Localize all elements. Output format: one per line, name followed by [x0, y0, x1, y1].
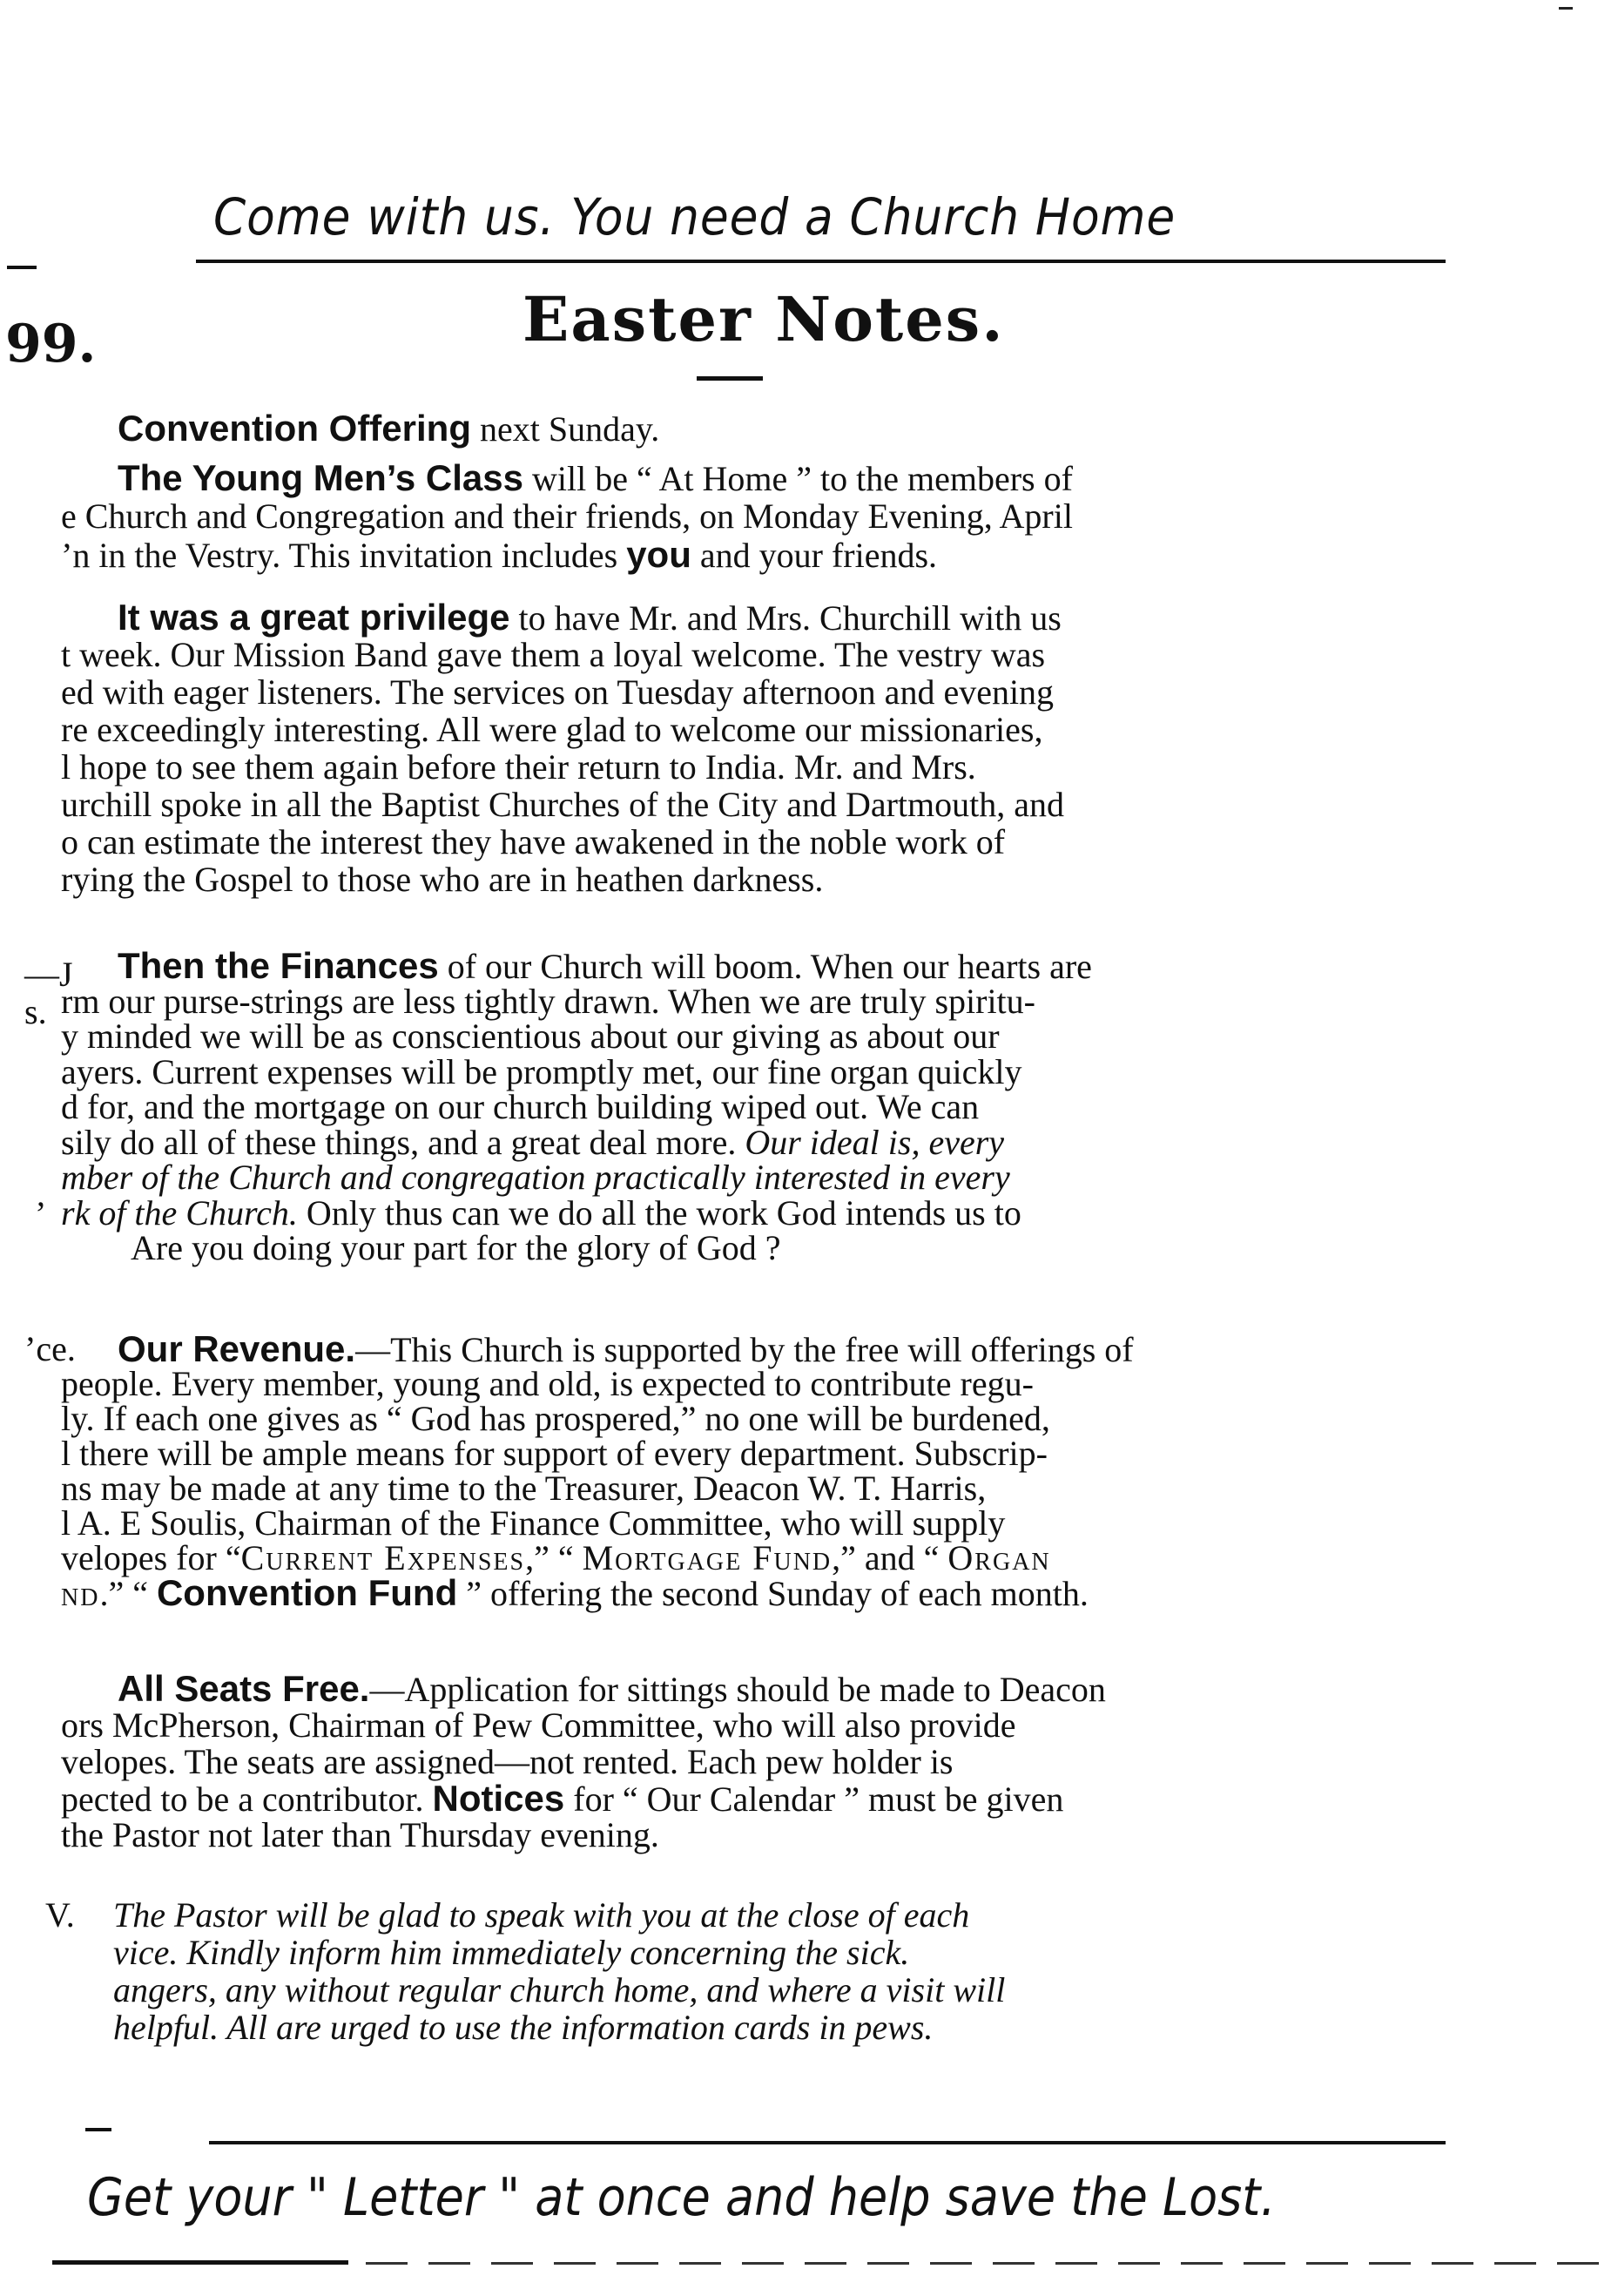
text-line [61, 1741, 954, 1782]
footer-rule [209, 2141, 1446, 2144]
italic-text: mber of the Church and congregation practically interested in every [61, 1158, 1010, 1197]
text-run: urchill spoke in all the Baptist Churches of the City and Dartmouth, and [61, 785, 1065, 824]
bottom-rule [52, 2260, 348, 2265]
text-line [61, 784, 1064, 825]
text-line [61, 746, 976, 787]
text-run: rying the Gospel to those who are in heathen darkness. [61, 860, 824, 899]
bold-text: Notices [432, 1778, 565, 1819]
text-line [61, 821, 1005, 862]
text-run: rm our purse-strings are less tightly drawn. When we are truly spiritu- [61, 981, 1035, 1021]
text-run: of our Church will boom. When our hearts are [438, 947, 1092, 986]
text-line [61, 859, 823, 900]
small-caps-text: Current Expenses [240, 1538, 526, 1577]
text-line [113, 1894, 969, 1935]
text-run: next Sunday. [470, 409, 660, 449]
text-run: ly. If each one gives as “ God has prospered,” no one will be burdened, [61, 1399, 1050, 1438]
text-run: to have Mr. and Mrs. Churchill with us [509, 598, 1062, 638]
text-run: Are you doing your part for the glory of God ? [131, 1228, 781, 1267]
small-caps-text: Mortgage Fund [582, 1538, 833, 1577]
text-line [61, 1705, 1016, 1746]
text-run: pected to be a contributor. [61, 1779, 433, 1819]
text-run: e Church and Congregation and their friends, on Monday Evening, April [61, 496, 1073, 536]
text-run: sily do all of these things, and a great deal more. [61, 1122, 745, 1162]
text-line [61, 1572, 1089, 1614]
text-line [113, 1932, 909, 1973]
text-run: velopes for “ [61, 1538, 241, 1577]
text-run: will be “ At Home ” to the members of [522, 459, 1073, 498]
text-run: velopes. The seats are assigned—not rented. Each pew holder is [61, 1742, 954, 1781]
page-number: 99. [5, 314, 97, 375]
text-run: Only thus can we do all the work God intends us to [297, 1192, 1021, 1232]
text-line [61, 1778, 1063, 1820]
margin-note: ’ce. [24, 1329, 76, 1368]
text-line [118, 597, 1062, 638]
paragraph-lead: Convention Offering [118, 408, 471, 449]
text-run: l A. E Soulis, Chairman of the Finance Committee, who will supply [61, 1503, 1006, 1543]
text-line [113, 1969, 1005, 2010]
margin-dash [85, 2128, 111, 2131]
text-line [61, 709, 1042, 750]
text-run: ayers. Current expenses will be promptly met, our fine organ quickly [61, 1051, 1022, 1091]
corner-mark [1559, 7, 1573, 10]
header-slogan: Come with us. You need a Church Home [213, 187, 1176, 246]
text-line [61, 634, 1045, 675]
text-run: the Pastor not later than Thursday evening. [61, 1815, 659, 1854]
text-line [61, 1814, 659, 1855]
bold-text: you [626, 534, 691, 575]
title-dash [697, 376, 763, 381]
text-line [131, 1227, 780, 1268]
paragraph-lead: The Young Men’s Class [118, 457, 523, 498]
text-run: for “ Our Calendar ” must be given [564, 1779, 1064, 1819]
text-run: ,” “ [525, 1538, 583, 1577]
italic-text: helpful. All are urged to use the information cards in pews. [113, 2008, 934, 2047]
bottom-dashed-rule [366, 2262, 1602, 2265]
text-run: t week. Our Mission Band gave them a loyal welcome. The vestry was [61, 635, 1046, 674]
margin-note: ’ [35, 1194, 47, 1233]
text-run: —Application for sittings should be made to Deacon [369, 1670, 1106, 1709]
header-rule [196, 260, 1446, 263]
italic-text: vice. Kindly inform him immediately concerning the sick. [113, 1933, 910, 1972]
text-line [118, 408, 659, 449]
paragraph-lead: Our Revenue. [118, 1328, 356, 1369]
small-caps-text: Organ [947, 1538, 1051, 1577]
text-line [61, 534, 937, 576]
italic-text: Our ideal is, every [745, 1122, 1005, 1162]
text-line [113, 2007, 933, 2048]
text-run: ors McPherson, Chairman of Pew Committee, who will also provide [61, 1705, 1016, 1745]
margin-note: V. [45, 1895, 75, 1935]
text-run: people. Every member, young and old, is expected to contribute regu- [61, 1364, 1034, 1403]
text-run: y minded we will be as conscientious about our giving as about our [61, 1016, 1000, 1056]
text-run: ,” and “ [832, 1538, 948, 1577]
text-run: ” offering the second Sunday of each month. [457, 1574, 1089, 1613]
text-run: o can estimate the interest they have awakened in the noble work of [61, 822, 1006, 861]
margin-note: —J [24, 955, 73, 994]
paragraph-lead: All Seats Free. [118, 1668, 370, 1709]
text-run: —This Church is supported by the free will offerings of [355, 1330, 1134, 1369]
text-run: ’n in the Vestry. This invitation includes [61, 536, 627, 575]
italic-text: angers, any without regular church home, and where a visit will [113, 1970, 1006, 2009]
text-run: l there will be ample means for support of every department. Subscrip- [61, 1434, 1048, 1473]
italic-text: rk of the Church. [61, 1192, 298, 1232]
margin-note: s. [24, 992, 47, 1031]
margin-dash [7, 266, 37, 269]
text-run: .” “ [99, 1574, 157, 1613]
footer-slogan: Get your " Letter " at once and help save the Lost. [87, 2167, 1276, 2228]
italic-text: The Pastor will be glad to speak with you at the close of each [113, 1895, 970, 1935]
text-run: and your friends. [691, 536, 938, 575]
paragraph-lead: It was a great privilege [118, 597, 510, 638]
text-line [61, 672, 1054, 712]
small-caps-text: nd [61, 1574, 100, 1613]
bold-text: Convention Fund [156, 1572, 458, 1613]
text-run: l hope to see them again before their return to India. Mr. and Mrs. [61, 747, 976, 787]
text-line [61, 496, 1073, 537]
text-run: re exceedingly interesting. All were glad to welcome our missionaries, [61, 710, 1043, 749]
text-line [118, 457, 1073, 499]
page-title: Easter Notes. [522, 283, 1005, 355]
text-run: d for, and the mortgage on our church building wiped out. We can [61, 1087, 980, 1126]
text-run: ns may be made at any time to the Treasurer, Deacon W. T. Harris, [61, 1469, 987, 1508]
text-run: ed with eager listeners. The services on Tuesday afternoon and evening [61, 672, 1055, 712]
paragraph-lead: Then the Finances [118, 945, 439, 986]
text-line [118, 1668, 1106, 1710]
